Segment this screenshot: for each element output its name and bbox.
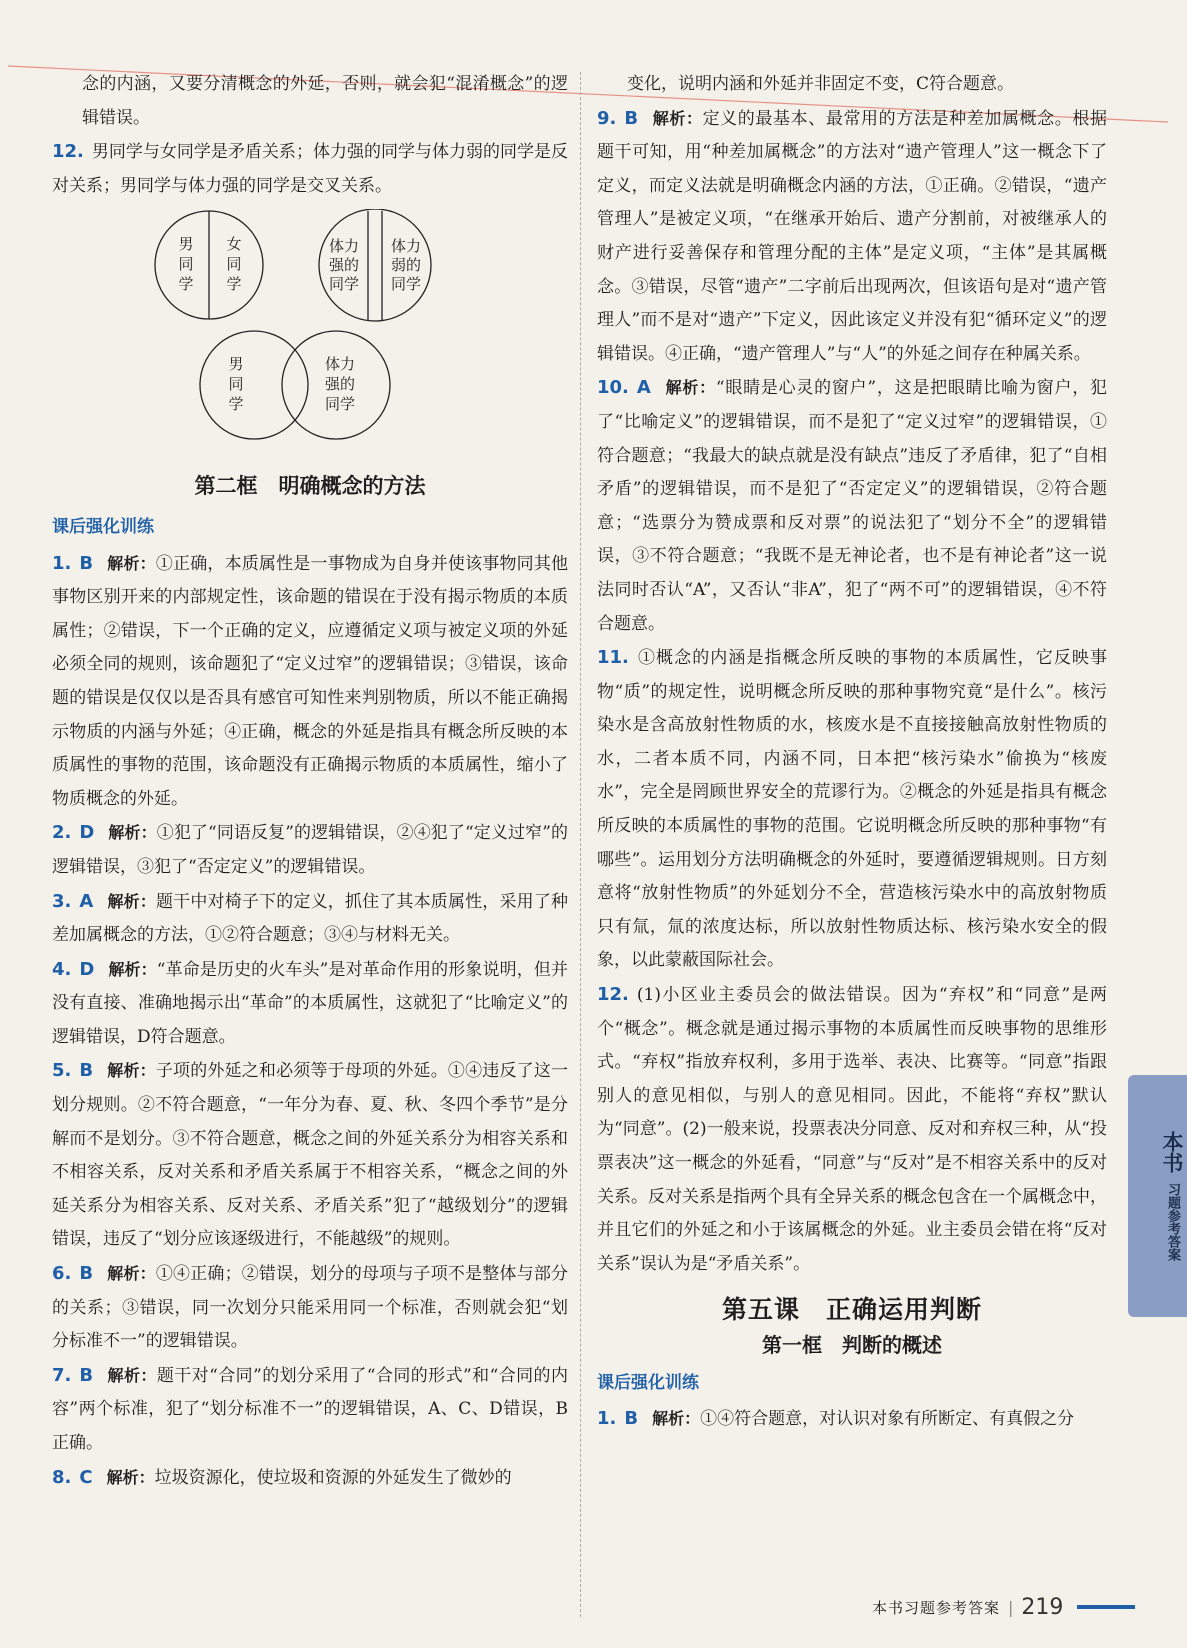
left-column	[52, 68, 568, 1495]
section-title: 第一框 判断的概述	[762, 1332, 942, 1357]
question-7	[52, 1359, 568, 1461]
analysis-label: 解析：	[652, 1409, 701, 1429]
answer-text: ①④符合题意，对认识对象有所断定、有真假之分	[700, 1409, 1075, 1430]
question-number: 8.	[52, 1466, 72, 1488]
answer-letter: B	[79, 1060, 94, 1082]
venn-label: 强的	[324, 375, 356, 394]
answer-letter: A	[636, 377, 651, 399]
answer-letter: B	[624, 1408, 639, 1430]
venn-label: 弱的	[390, 256, 422, 275]
venn-label: 同学	[390, 275, 422, 294]
subhead: 课后强化训练	[52, 516, 154, 537]
venn-label: 学	[178, 275, 194, 294]
question-number: 5.	[52, 1060, 72, 1082]
venn-label: 同学	[328, 275, 360, 294]
answer-letter: A	[79, 890, 94, 912]
question-number: 12.	[52, 141, 84, 163]
answer-text: ①④正确；②错误，划分的母项与子项不是整体与部分的关系；③错误，同一次划分只能采用同一个标准，否则就会犯“划分标准不一”的逻辑错误。	[52, 1264, 568, 1352]
answer-text: “眼睛是心灵的窗户”，这是把眼睛比喻为窗户，犯了“比喻定义”的逻辑错误，而不是犯了“定义过窄”的逻辑错误，①符合题意；“我最大的缺点就是没有缺点”违反了矛盾律，犯了“自相矛盾”的逻辑错误，而不是犯了“否定定义”的逻辑错误，②符合题意；“选票分为赞成票和反对票”的说法犯了“划分不全”的逻辑错误，③不符合题意；“我既不是无神论者，也不是有神论者”这一说法同时否认“A”，又否认“非A”，犯了“两不可”的逻辑错误，④不符合题意。	[597, 378, 1107, 634]
side-tab	[1128, 1075, 1187, 1317]
venn-label: 强的	[328, 256, 360, 275]
question-12-right	[597, 978, 1107, 1281]
analysis-label: 解析：	[107, 1365, 157, 1385]
question-number: 9.	[597, 107, 617, 129]
answer-text: 题干对“合同”的划分采用了“合同的形式”和“合同的内容”两个标准，犯了“划分标准不一”的逻辑错误，A、C、D错误，B正确。	[52, 1365, 568, 1453]
analysis-label: 解析：	[107, 553, 156, 573]
column-divider	[580, 72, 581, 1617]
chapter-title: 第五课 正确运用判断	[721, 1295, 982, 1325]
question-2	[52, 816, 568, 884]
question-4	[52, 953, 568, 1055]
answer-letter: C	[79, 1466, 93, 1488]
venn-label: 同	[228, 375, 244, 394]
answer-text: ①概念的内涵是指概念所反映的事物的本质属性，它反映事物“质”的规定性，说明概念所反映的那种事物究竟“是什么”。核污染水是含高放射性物质的水，核废水是不直接接触高放射性物质的水，二者本质不同，内涵不同，日本把“核污染水”偷换为“核废水”，完全是罔顾世界安全的荒谬行为。②概念的外延是指具有概念所反映的本质属性的事物的范围。它说明概念所反映的那种事物“有哪些”。运用划分方法明确概念的外延时，要遵循逻辑规则。日方刻意将“放射性物质”的外延划分不全，营造核污染水中的高放射物质只有氚，氚的浓度达标，所以放射性物质达标、核污染水安全的假象，以此蒙蔽国际社会。	[597, 648, 1107, 971]
answer-text: 垃圾资源化，使垃圾和资源的外延发生了微妙的	[154, 1467, 512, 1488]
venn-label: 学	[228, 395, 244, 414]
subhead: 课后强化训练	[597, 1372, 699, 1393]
analysis-label: 解析：	[664, 378, 716, 398]
venn-label: 同	[226, 255, 242, 274]
question-number: 11.	[597, 647, 629, 669]
question-10	[597, 371, 1107, 641]
side-tab-small: 习题参考答案	[1165, 1182, 1180, 1261]
answer-letter: B	[79, 552, 94, 574]
question-1	[52, 547, 568, 817]
answer-text: 题干中对椅子下的定义，抓住了其本质属性，采用了种差加属概念的方法，①②符合题意；③④与材料无关。	[52, 891, 568, 946]
right-column	[597, 68, 1107, 1437]
venn-diagrams	[144, 209, 484, 445]
question-9	[597, 102, 1107, 372]
venn-label: 体力	[390, 237, 422, 256]
question-12-left	[52, 135, 568, 203]
analysis-label: 解析：	[107, 891, 157, 911]
venn-label: 体力	[328, 237, 360, 256]
answer-text: 定义的最基本、最常用的方法是种差加属概念。根据题干可知，用“种差加属概念”的方法对“遗产管理人”这一概念下了定义，而定义法就是明确概念内涵的方法，①正确。②错误，“遗产管理人”是被定义项，“在继承开始后、遗产分割前，对被继承人的财产进行妥善保存和管理分配的主体”是定义项，“主体”是其属概念。③错误，尽管“遗产”二字前后出现两次，但该语句是对“遗产管理人”而不是对“遗产”下定义，因此该定义并没有犯“循环定义”的逻辑错误。④正确，“遗产管理人”与“人”的外延之间存在种属关系。	[597, 108, 1107, 364]
question-11	[597, 641, 1107, 978]
venn-label: 同学	[324, 395, 356, 414]
analysis-label: 解析：	[106, 1467, 155, 1487]
answer-letter: B	[624, 107, 639, 129]
page-number: 219	[1021, 1594, 1064, 1620]
answer-letter: D	[79, 958, 95, 980]
analysis-label: 解析：	[107, 1061, 156, 1081]
analysis-label: 解析：	[108, 959, 157, 979]
footer-text: 本书习题参考答案	[872, 1598, 1001, 1617]
question-number: 1.	[597, 1408, 617, 1430]
question-number: 4.	[52, 958, 72, 980]
question-1-new	[597, 1402, 1107, 1437]
section-title: 第二框 明确概念的方法	[194, 473, 426, 499]
answer-text: 子项的外延之和必须等于母项的外延。①④违反了这一划分规则。②不符合题意，“一年分为春、夏、秋、冬四个季节”是分解而不是划分。③不符合题意，概念之间的外延关系分为相容关系和不相容关系，反对关系和矛盾关系属于不相容关系，“概念之间的外延关系分为相容关系、反对关系、矛盾关系”犯了“越级划分”的逻辑错误，违反了“划分应该逐级进行，不能越级”的规则。	[52, 1061, 568, 1250]
answer-letter: B	[79, 1364, 94, 1386]
continued-text: 念的内涵，又要分清概念的外延，否则，就会犯“混淆概念”的逻辑错误。	[82, 74, 568, 128]
question-6	[52, 1257, 568, 1359]
analysis-label: 解析：	[652, 108, 703, 128]
venn-label: 男	[178, 235, 194, 254]
venn-male-strong	[200, 331, 390, 439]
footer-accent-bar	[1077, 1605, 1135, 1609]
question-number: 10.	[597, 377, 629, 399]
question-number: 3.	[52, 890, 72, 912]
venn-label: 学	[226, 275, 242, 294]
footer-separator: |	[1008, 1597, 1014, 1617]
question-number: 7.	[52, 1364, 72, 1386]
answer-letter: B	[79, 1263, 94, 1285]
question-number: 1.	[52, 552, 72, 574]
answer-text: ①正确，本质属性是一事物成为自身并使该事物同其他事物区别开来的内部规定性，该命题的错误在于没有揭示物质的本质属性；②错误，下一个正确的定义，应遵循定义项与被定义项的外延必须全同的规则，该命题犯了“定义过窄”的逻辑错误；③错误，该命题的错误是仅仅以是否具有感官可知性来判别物质，所以不能正确揭示物质的内涵与外延；④正确，概念的外延是指具有概念所反映的本质属性的事物的范围，该命题没有正确揭示物质的本质属性，缩小了物质概念的外延。	[52, 553, 568, 809]
answer-text: (1)小区业主委员会的做法错误。因为“弃权”和“同意”是两个“概念”。概念就是通过揭示事物的本质属性而反映事物的思维形式。“弃权”指放弃权利，多用于选举、表决、比赛等。“同意”指跟别人的意见相似，与别人的意见相同。因此，不能将“弃权”默认为“同意”。(2)一般来说，投票表决分同意、反对和弃权三种，从“投票表决”这一概念的外延看，“同意”与“反对”是不相容关系中的反对关系。反对关系是指两个具有全异关系的概念包含在一个属概念中，并且它们的外延之和小于该属概念的外延。业主委员会错在将“反对关系”误认为是“矛盾关系”。	[597, 985, 1107, 1274]
analysis-label: 解析：	[107, 1264, 156, 1284]
answer-text: “革命是历史的火车头”是对革命作用的形象说明，但并没有直接、准确地揭示出“革命”的本质属性，这就犯了“比喻定义”的逻辑错误，D符合题意。	[52, 959, 568, 1047]
answer-letter: D	[79, 822, 95, 844]
page-footer	[872, 1590, 1135, 1624]
venn-strong-weak	[319, 209, 431, 321]
question-5	[52, 1054, 568, 1257]
continued-text: 变化，说明内涵和外延并非固定不变，C符合题意。	[627, 74, 1015, 94]
answer-text: ①犯了“同语反复”的逻辑错误，②④犯了“定义过窄”的逻辑错误，③犯了“否定定义”的逻辑错误。	[52, 823, 568, 877]
venn-label: 男	[228, 355, 244, 374]
venn-label: 女	[226, 235, 242, 254]
question-number: 6.	[52, 1263, 72, 1285]
question-8	[52, 1461, 568, 1496]
side-tab-big: 本书	[1160, 1131, 1184, 1174]
venn-label: 同	[178, 255, 194, 274]
venn-label: 体力	[324, 355, 356, 374]
answer-text: 男同学与女同学是矛盾关系；体力强的同学与体力弱的同学是反对关系；男同学与体力强的同学是交叉关系。	[52, 142, 568, 196]
venn-male-female	[155, 211, 263, 319]
analysis-label: 解析：	[108, 823, 157, 843]
question-3	[52, 885, 568, 953]
question-number: 2.	[52, 822, 72, 844]
question-number: 12.	[597, 984, 629, 1006]
